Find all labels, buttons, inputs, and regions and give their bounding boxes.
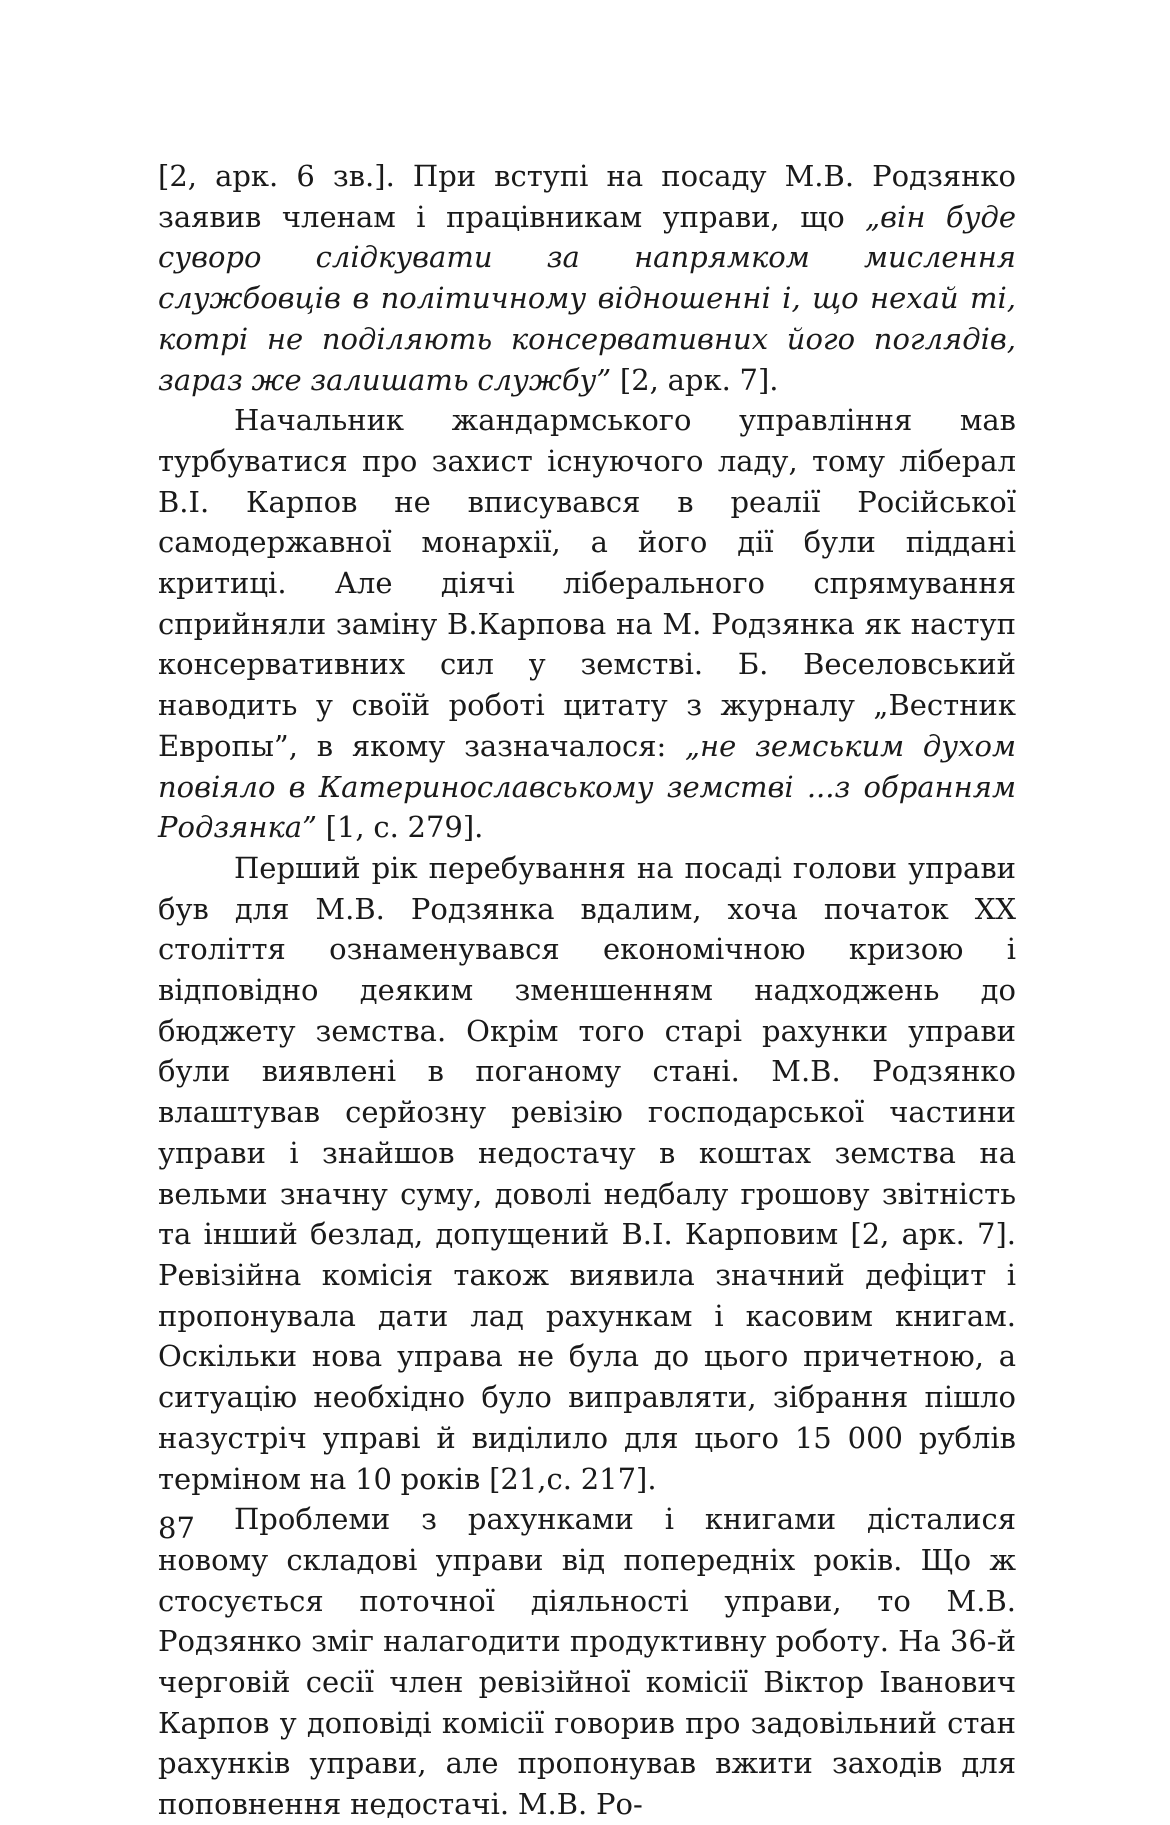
paragraph-1-run-1: [2, арк. 6 зв.]. При вступі на посаду М.В. Родзянко заявив членам і працівникам управи, що <box>158 159 1016 234</box>
paragraph-2 <box>158 400 1016 848</box>
paragraph-4-run-1: Проблеми з рахунками і книгами дісталися новому складові управи від попередніх років. Що ж стосується поточної діяльності управи, то М.В. Родзянко зміг налагодити продуктивну роботу. На 36-й черговій сесії член ревізійної комісії Віктор Іванович Карпов у доповіді комісії говорив про задовільний стан рахунків управи, але пропонував вжити заходів для поповнення недостачі. М.В. Ро- <box>158 1502 1016 1822</box>
paragraph-3 <box>158 848 1016 1499</box>
paragraph-1-quote: „він буде суворо слідкувати за напрямком мислення службовців в політичному відношенні і, що нехай ті, котрі не поділяють консервативних його поглядів, зараз же залишать службу” <box>158 199 1016 397</box>
paragraph-2-run-3: [1, с. 279]. <box>316 810 484 845</box>
paragraph-3-run-1: Перший рік перебування на посаді голови управи був для М.В. Родзянка вдалим, хоча початок ХХ століття ознаменувався економічною кризою і відповідно деяким зменшенням надходжень до бюджету земства. Окрім того старі рахунки управи були виявлені в поганому стані. М.В. Родзянко влаштував серйозну ревізію господарської частини управи і знайшов недостачу в коштах земства на вельми значну суму, доволі недбалу грошову звітність та інший безлад, допущений В.І. Карповим [2, арк. 7]. Ревізійна комісія також виявила значний дефіцит і пропонувала дати лад рахункам і касовим книгам. Оскільки нова управа не була до цього причетною, а ситуацію необхідно було виправляти, зібрання пішло назустріч управі й виділило для цього 15 000 рублів терміном на 10 років [21,с. 217]. <box>158 850 1016 1496</box>
paragraph-2-run-1: Начальник жандармського управління мав турбуватися про захист існуючого ладу, тому ліберал В.І. Карпов не вписувався в реалії Російської самодержавної монархії, а його дії були піддані критиці. Але діячі ліберального спрямування сприйняли заміну В.Карпова на М. Родзянка як наступ консервативних сил у земстві. Б. Веселовський наводить у своїй роботі цитату з журналу „Вестник Европы”, в якому зазначалося: <box>158 403 1016 763</box>
paragraph-1 <box>158 156 1016 400</box>
page-number: 87 <box>158 1511 195 1545</box>
paragraph-1-run-3: [2, арк. 7]. <box>611 362 779 397</box>
page-body <box>158 156 1016 1825</box>
paragraph-2-quote: „не земським духом повіяло в Катеринославському земстві ...з обранням Родзянка” <box>158 728 1016 845</box>
paragraph-4 <box>158 1499 1016 1825</box>
